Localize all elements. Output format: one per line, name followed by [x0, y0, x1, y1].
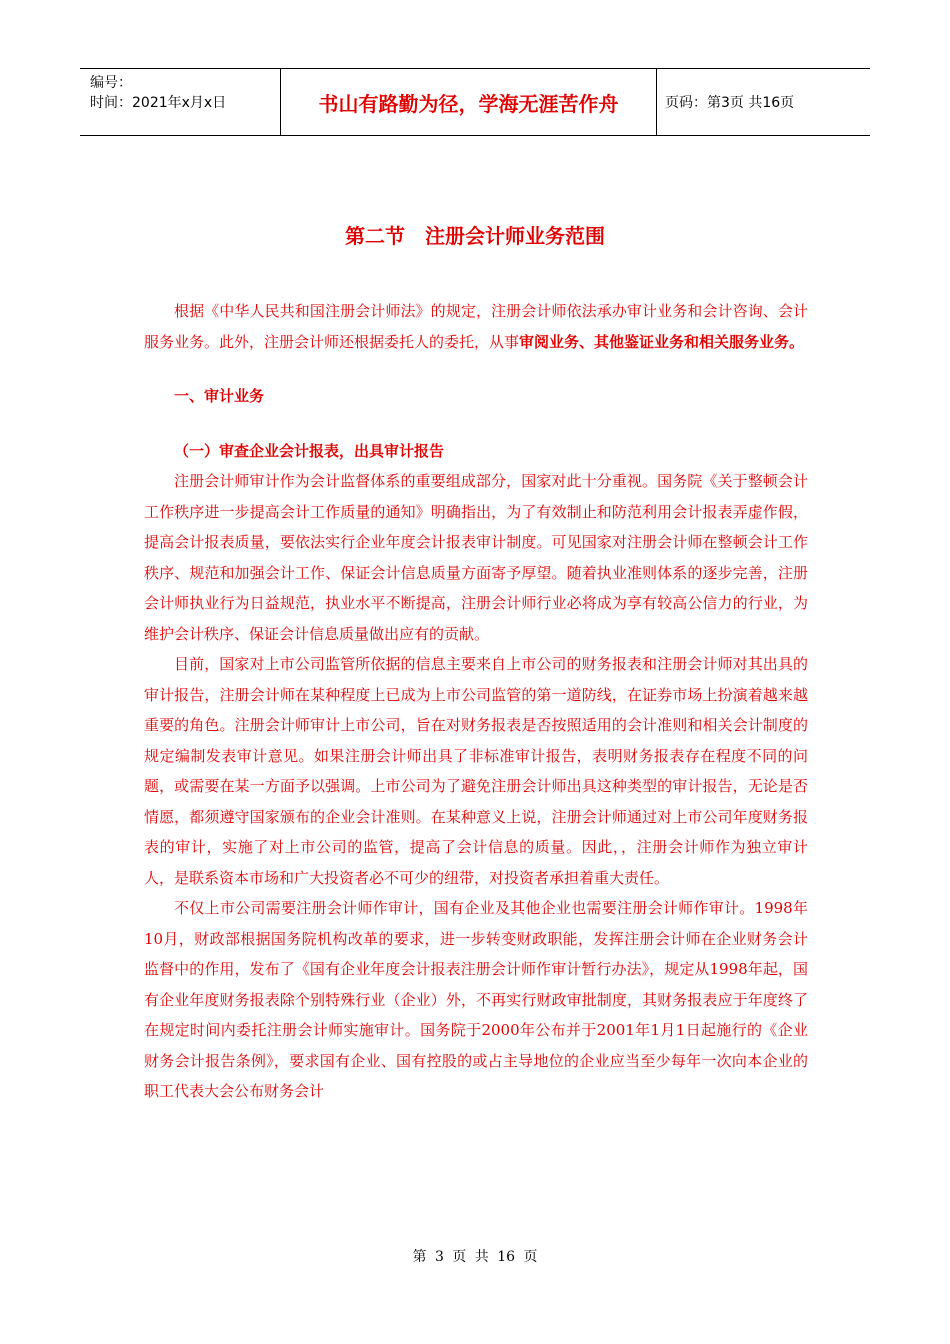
header-page-info: 页码：第3页 共16页	[665, 95, 795, 111]
document-number-label: 编号：	[90, 75, 132, 91]
intro-paragraph	[144, 296, 808, 357]
page-footer: 第 3 页 共 16 页	[412, 1249, 538, 1265]
header-motto-cell	[281, 69, 657, 135]
document-time-label: 时间：2021年x月x日	[90, 95, 227, 111]
intro-text: 根据《中华人民共和国注册会计师法》的规定，注册会计师依法承办审计业务和会计咨询、会计服务业务。此外，注册会计师还根据委托人的委托，从事	[144, 302, 808, 351]
section-title: 第二节 注册会计师业务范围	[345, 224, 605, 248]
body-paragraph-2: 目前，国家对上市公司监管所依据的信息主要来自上市公司的财务报表和注册会计师对其出具的审计报告，注册会计师在某种程度上已成为上市公司监管的第一道防线，在证券市场上扮演着越来越重要的角色。注册会计师审计上市公司，旨在对财务报表是否按照适用的会计准则和相关会计制度的规定编制发表审计意见。如果注册会计师出具了非标准审计报告，表明财务报表存在程度不同的问题，或需要在某一方面予以强调。上市公司为了避免注册会计师出具这种类型的审计报告，无论是否情愿，都须遵守国家颁布的企业会计准则。在某种意义上说，注册会计师通过对上市公司年度财务报表的审计，实施了对上市公司的监管，提高了会计信息的质量。因此，，注册会计师作为独立审计人，是联系资本市场和广大投资者必不可少的纽带，对投资者承担着重大责任。	[144, 655, 808, 887]
header-page-cell	[657, 69, 870, 135]
subsection-heading: （一）审查企业会计报表，出具审计报告	[174, 441, 445, 460]
intro-bold-text: 审阅业务、其他鉴证业务和相关服务业务。	[519, 332, 805, 351]
header-motto: 书山有路勤为径，学海无涯苦作舟	[318, 91, 619, 116]
body-paragraph-1: 注册会计师审计作为会计监督体系的重要组成部分，国家对此十分重视。国务院《关于整顿会计工作秩序进一步提高会计工作质量的通知》明确指出，为了有效制止和防范利用会计报表弄虚作假，提高会计报表质量，要依法实行企业年度会计报表审计制度。可见国家对注册会计师在整顿会计工作秩序、规范和加强会计工作、保证会计信息质量方面寄予厚望。随着执业准则体系的逐步完善，注册会计师执业行为日益规范，执业水平不断提高，注册会计师行业必将成为享有较高公信力的行业，为维护会计秩序、保证会计信息质量做出应有的贡献。	[144, 472, 808, 643]
body-paragraph-3: 不仅上市公司需要注册会计师作审计，国有企业及其他企业也需要注册会计师作审计。1998年10月，财政部根据国务院机构改革的要求，进一步转变财政职能，发挥注册会计师在企业财务会计监督中的作用，发布了《国有企业年度会计报表注册会计师作审计暂行办法》，规定从1998年起，国有企业年度财务报表除个别特殊行业（企业）外，不再实行财政审批制度，其财务报表应于年度终了在规定时间内委托注册会计师实施审计。国务院于2000年公布并于2001年1月1日起施行的《企业财务会计报告条例》，要求国有企业、国有控股的或占主导地位的企业应当至少每年一次向本企业的职工代表大会公布财务会计	[144, 899, 808, 1100]
document-body	[144, 296, 808, 1107]
header-table	[80, 68, 870, 136]
section-heading-audit: 一、审计业务	[174, 387, 265, 405]
header-meta-cell	[80, 69, 281, 135]
